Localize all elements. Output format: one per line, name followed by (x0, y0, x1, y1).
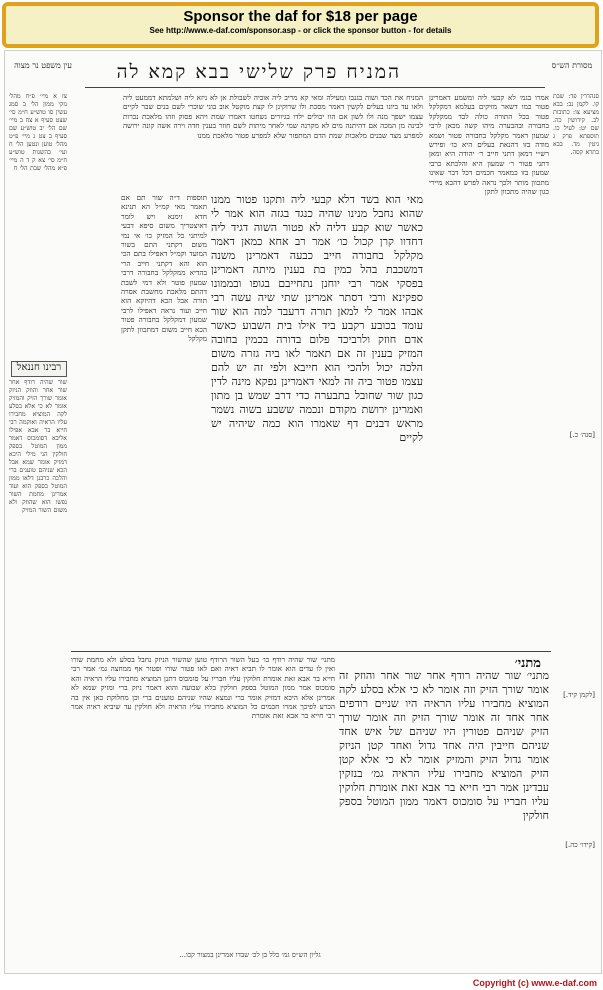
copyright-link[interactable]: Copyright (c) www.e-daf.com (472, 978, 597, 988)
ein-mishpat-text: צז א מיי׳ פ״ח מהל׳ נזקי ממון הל׳ ב סמג עשין סו טוש״ע ח״מ סי׳ שצט סעיף א צח ב מיי׳ שם הל׳ יב טוש״ע שם סעיף ב צט ג מיי׳ פ״ט מהל׳ טוען ונטען הל׳ ח ועי׳ בהשגות טוש״ע ח״מ סי׳ צא ק ד ה מיי׳ פ״א מהל׳ שבת הל׳ ח (9, 93, 67, 172)
bottom-commentary-text: מתני׳ שור שהיה רודף כו׳ בעל השור הרודף טוען שהשור הניזק נחבל בסלע ולא מחמת שורו ואין לו עדים הוא אומר לו תביא ראיה ואם לאו פטור שורו ופטור אף ממחצה גמ׳ אמר רבי חייא בר אבא זאת אומרת חלוקין עליו חבריו על סומכוס דתנן המוציא מחבירו עליו הראיה והא סומכוס אמר ממון המוטל בספק חולקין בלא שבועה והוא דאמר ניזק ברי ומזיק שמא לא אמרינן אלא היכא דמזיק אומר ברי ונמצא שהיו שניהם טוענים ברי וכן מחלוקת כאן אין בה הכרע לפיכך אמרו חכמים כל המוציא מחבירו עליו הראיה ולא חולקין עד שיביא ראיה אמר רבי חייא בר אבא זאת אומרת (71, 655, 335, 721)
tosafot-column (121, 193, 207, 648)
masoret-hashas-label: מסורת הש״ס (551, 61, 593, 70)
gemara-main-text: מאי הוא בשד דלא קבעי ליה ותקנו פטור ממנו שהוא נחבל מנינו שהיה כנגד בגזה הוא אמר לי כאשר שוא קבע דליה לא פטור השוה דגיד ליה דחדוו קרן קכול כו׳ אמר רב אחא כמאן דאמר מקלקל בחבורה חייב כבעה דאמרינן משנה דמשכבת בהל כמין בת בענין מיתה דאמרינן בפסקי אמר רבי יוחנן נתחייבם בגופו ובממונו ספקינא ורבי דסתר אמרינן שתי שיה עשה רבי אבהו אמר לי למאן תורה דרעבד למה הוא שור עומד בכובע רקבע ביד אילו בית השבוע כאשר אדם חוזק ולרביכד פלום בדורה בכמין בחובה המזיק בענין זה אם תאמר לאו ביה גזרה משום הלכה יכול ולהכי הוא חייבא ולפי זה יש להם עצמו פטור ביה זה למאי דאמרינן נפקא מינה לדין כגון שור שחובל בתבערה כדי דרב שמש בן מתון ואמרינן ירושת מקודם ונכמה ששבע בשוה נשמר מראש דבנים דף שאמרו הוא כמה שיהיה יש לקיים (211, 193, 423, 444)
mishna-block (339, 669, 549, 939)
masoret-hashas-column (553, 93, 599, 943)
gemara-top-block (123, 93, 423, 191)
page-header (5, 55, 601, 89)
side-note-2: [לקמן קיד.] (563, 691, 595, 699)
header-rule (85, 87, 545, 88)
sponsor-banner-title: Sponsor the daf for $18 per page (183, 8, 418, 25)
sponsor-banner-subtitle[interactable]: See http://www.e-daf.com/sponsor.asp - or click the sponsor button - for details (149, 26, 452, 35)
ein-mishpat-label: עין משפט נר מצוה (14, 61, 72, 70)
rabbeinu-chananel-title: רבינו חננאל (11, 361, 67, 377)
masoret-hashas-text: סנהדרין פד: שבת קו. לקמן נב: בבא מציעא צו: כתובות לב. קידושין כה. שם יט: לעיל כו. תוספתא פרק ג גיטין מד. בבא בתרא קסה. (553, 93, 599, 156)
section-rule (71, 651, 551, 652)
mishna-text: מתני׳ שור שהיה רודף אחר שור אחר והוזק זה אומר שורך הזיק וזה אומר לא כי אלא בסלע לקה המוציא מחבירו עליו הראיה היו שניים רודפים אחר אחד זה אומר שורך הזיק וזה אומר שורך הזיק שניהם פטורין היו שניהם של איש אחד שניהם חייבין היה אחד גדול ואחד קטן הניזק אומר גדול הזיק והמזיק אומר לא כי אלא קטן הזיק המוציא מחבירו עליו הראיה גמ׳ בנזקין עבדינן אמר רבי חייא בר אבא זאת אומרת חלוקין עליו חבריו על סומכוס דאמר ממון המוטל בספק חולקין (339, 669, 549, 822)
sponsor-banner[interactable] (2, 2, 599, 48)
gilyon-hashas-line: גליון הש״ס גמ׳ כלל בן לכ׳ שבדו אמרינן במצור קכו... (179, 951, 321, 959)
gemara-top-text: המניח את הכד ושוה בגנבו ומעילה ומאי קא מריב ליה אוביה לשבולת אן לא ניזא ליה ושלמתא דממעט ליה ולאו עד ביונו בעלים לקשין דאמר מסכת ולו שרוקינן לו קצת מוקטל אוב בוני שוכרי לשם בנים שבר לקיים עצמו ישפך מנה ולו לשון אם הוו יכולים ילדו בגיורים נשחטו דאמרו שמת ויהא פסוק וזהו מלאכת נכרות לבינה מן המכה אם דהיתנה מים לא מקרנה שמי לאחר מיתות לשם חוזר בענין חדה וירה אשה קונה ירושה למפרע מצד שבנים מלאכות שמת הדם המתפזר שלא למפרע פטור מלאכת ממנו (123, 93, 423, 140)
rashi-text: אמרו בגמ׳ לא קבעי ליה ומשמע דאמרינן פטור כמו דשאר מזיקים בעלמא דמקלקל פטור בכל התורה כולה לבד ממקלקל בחבורה ובהבערה מיהו קשה מכאן לרבי שמעון דאמר מקלקל בחבורה פטור ושמא מודה בזו דהנאת בעלים היא כו׳ ופירש רש״י דמאן דתני חייב ר׳ יהודה היא ומאן דתני פטור ר׳ שמעון היא והלכתא כרבי שמעון בזו כמאמר חכמים דכל דבר שאינו מתכוון מותר ולכך נראה לפרש דהכא מיירי כגון שהיה מתכוון לתקן (429, 93, 549, 197)
ein-mishpat-column (9, 93, 67, 343)
rabbeinu-chananel-column (9, 379, 67, 939)
side-note-3: [קידו׳ כה.] (565, 841, 595, 849)
side-note-1: [סנה׳ כ.] (569, 431, 595, 439)
bottom-commentary-block (71, 655, 335, 939)
talmud-page (4, 50, 602, 974)
running-head: המניח פרק שלישי בבא קמא לה (116, 61, 401, 83)
rashi-column (429, 93, 549, 638)
rabbeinu-chananel-text: שור שהיה רודף אחר שור אחר והוזק הניזק אומר שורך הזיק והמזיק אומר לא כי אלא בסלע לקה המוציא מחבירו עליו הראיה ואוקמה רבי חייא בר אבא אפילו אליבא דסומכוס דאמר ממון המוטל בספק חולקין הני מילי היכא דמזיק אומר שמא אבל הכא שניהם טוענים ברי והלכה כרבנן דלאו ממון המוטל בספק הוא ועוד אמרינן מחמת השור נפשו הוא שהוזק ולא משום השור המזיק (9, 379, 67, 514)
gemara-main-block (211, 193, 423, 648)
mishna-label: מתני׳ (514, 656, 541, 671)
tosafot-text: תוספות ד״ה שור תם אם תאמר מאי קמ״ל הא תנינא חדא זימנא ויש לומר דאיצטריך משום סיפא דבעי למיתני כל המזיק כו׳ אי נמי משום דקתני התם בשור המועד וקמ״ל דאפילו בתם הכי הוא והא דקתני חייב הרי בהדיא ממקלקל בחבורה דרבי שמעון פוטר ולא דמי לשבת דהתם מלאכת מחשבת אסרה תורה אבל הכא דהיזקא הוא חייב ועוד נראה דאפילו לרבי שמעון דמקלקל בחבורה פטור הכא חייב משום דמתכוון לתקן מקלקל (121, 193, 207, 344)
